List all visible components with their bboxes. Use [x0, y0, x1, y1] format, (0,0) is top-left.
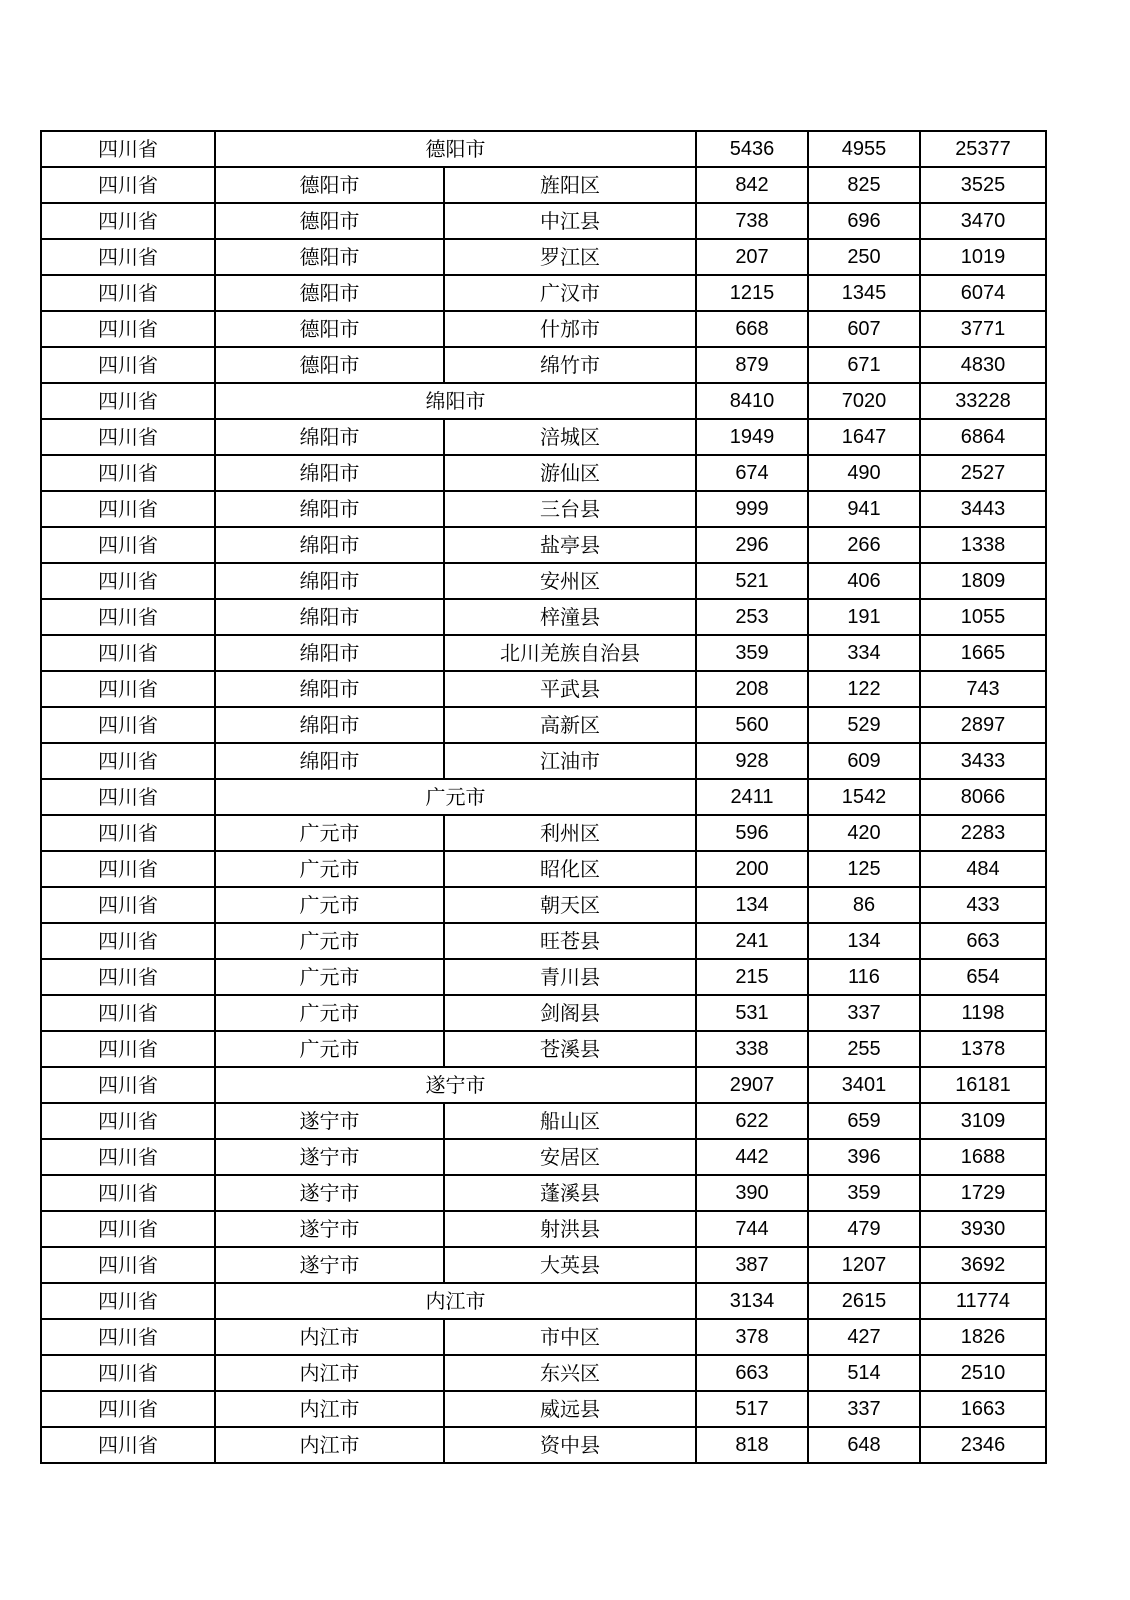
value-cell-2: 337 — [808, 995, 920, 1031]
city-cell: 绵阳市 — [215, 527, 444, 563]
value-cell-2: 125 — [808, 851, 920, 887]
province-cell: 四川省 — [41, 887, 215, 923]
value-cell-1: 2907 — [696, 1067, 808, 1103]
value-cell-2: 941 — [808, 491, 920, 527]
province-cell: 四川省 — [41, 347, 215, 383]
value-cell-1: 596 — [696, 815, 808, 851]
value-cell-1: 359 — [696, 635, 808, 671]
county-row — [41, 563, 1046, 599]
city-summary-row — [41, 1067, 1046, 1103]
county-cell: 中江县 — [444, 203, 696, 239]
county-cell: 涪城区 — [444, 419, 696, 455]
value-cell-1: 879 — [696, 347, 808, 383]
county-cell: 旌阳区 — [444, 167, 696, 203]
value-cell-2: 648 — [808, 1427, 920, 1463]
county-cell: 平武县 — [444, 671, 696, 707]
province-cell: 四川省 — [41, 1211, 215, 1247]
value-cell-2: 529 — [808, 707, 920, 743]
city-cell: 绵阳市 — [215, 563, 444, 599]
city-cell: 广元市 — [215, 1031, 444, 1067]
value-cell-2: 396 — [808, 1139, 920, 1175]
city-cell: 内江市 — [215, 1355, 444, 1391]
province-cell: 四川省 — [41, 707, 215, 743]
city-cell: 绵阳市 — [215, 599, 444, 635]
value-cell-2: 696 — [808, 203, 920, 239]
county-row — [41, 1103, 1046, 1139]
county-row — [41, 1319, 1046, 1355]
county-row — [41, 923, 1046, 959]
county-cell: 东兴区 — [444, 1355, 696, 1391]
county-row — [41, 887, 1046, 923]
city-cell: 内江市 — [215, 1391, 444, 1427]
value-cell-3: 16181 — [920, 1067, 1046, 1103]
city-cell: 遂宁市 — [215, 1103, 444, 1139]
city-cell: 德阳市 — [215, 311, 444, 347]
city-cell: 广元市 — [215, 923, 444, 959]
value-cell-3: 1688 — [920, 1139, 1046, 1175]
city-cell: 广元市 — [215, 851, 444, 887]
county-row — [41, 671, 1046, 707]
province-cell: 四川省 — [41, 1031, 215, 1067]
province-cell: 四川省 — [41, 851, 215, 887]
city-cell: 遂宁市 — [215, 1139, 444, 1175]
value-cell-1: 207 — [696, 239, 808, 275]
county-row — [41, 455, 1046, 491]
value-cell-1: 521 — [696, 563, 808, 599]
city-cell: 绵阳市 — [215, 419, 444, 455]
value-cell-3: 6864 — [920, 419, 1046, 455]
county-cell: 绵竹市 — [444, 347, 696, 383]
value-cell-3: 25377 — [920, 131, 1046, 167]
province-cell: 四川省 — [41, 131, 215, 167]
value-cell-2: 4955 — [808, 131, 920, 167]
county-row — [41, 815, 1046, 851]
county-row — [41, 167, 1046, 203]
county-cell: 船山区 — [444, 1103, 696, 1139]
city-summary-row — [41, 383, 1046, 419]
value-cell-3: 2346 — [920, 1427, 1046, 1463]
county-cell: 什邡市 — [444, 311, 696, 347]
value-cell-1: 134 — [696, 887, 808, 923]
value-cell-2: 116 — [808, 959, 920, 995]
value-cell-1: 387 — [696, 1247, 808, 1283]
county-row — [41, 1247, 1046, 1283]
value-cell-3: 1809 — [920, 563, 1046, 599]
value-cell-3: 1055 — [920, 599, 1046, 635]
value-cell-3: 1729 — [920, 1175, 1046, 1211]
county-row — [41, 851, 1046, 887]
county-row — [41, 1139, 1046, 1175]
county-cell: 高新区 — [444, 707, 696, 743]
statistics-table — [40, 130, 1047, 1464]
value-cell-2: 266 — [808, 527, 920, 563]
county-row — [41, 959, 1046, 995]
county-row — [41, 1031, 1046, 1067]
value-cell-3: 3443 — [920, 491, 1046, 527]
value-cell-3: 654 — [920, 959, 1046, 995]
value-cell-3: 3525 — [920, 167, 1046, 203]
value-cell-3: 1826 — [920, 1319, 1046, 1355]
value-cell-2: 122 — [808, 671, 920, 707]
city-cell: 绵阳市 — [215, 491, 444, 527]
value-cell-2: 250 — [808, 239, 920, 275]
value-cell-3: 3433 — [920, 743, 1046, 779]
city-cell: 广元市 — [215, 815, 444, 851]
value-cell-3: 484 — [920, 851, 1046, 887]
province-cell: 四川省 — [41, 1247, 215, 1283]
value-cell-3: 4830 — [920, 347, 1046, 383]
value-cell-1: 5436 — [696, 131, 808, 167]
province-cell: 四川省 — [41, 995, 215, 1031]
province-cell: 四川省 — [41, 167, 215, 203]
value-cell-1: 818 — [696, 1427, 808, 1463]
city-cell: 广元市 — [215, 959, 444, 995]
city-cell: 遂宁市 — [215, 1211, 444, 1247]
city-summary-row — [41, 131, 1046, 167]
value-cell-3: 3692 — [920, 1247, 1046, 1283]
value-cell-2: 1647 — [808, 419, 920, 455]
city-cell: 内江市 — [215, 1319, 444, 1355]
value-cell-3: 2510 — [920, 1355, 1046, 1391]
value-cell-1: 390 — [696, 1175, 808, 1211]
value-cell-1: 208 — [696, 671, 808, 707]
province-cell: 四川省 — [41, 923, 215, 959]
county-cell: 游仙区 — [444, 455, 696, 491]
table-body — [41, 131, 1046, 1463]
province-cell: 四川省 — [41, 959, 215, 995]
value-cell-2: 1345 — [808, 275, 920, 311]
value-cell-2: 7020 — [808, 383, 920, 419]
city-cell: 绵阳市 — [215, 707, 444, 743]
value-cell-2: 3401 — [808, 1067, 920, 1103]
value-cell-1: 738 — [696, 203, 808, 239]
county-cell: 北川羌族自治县 — [444, 635, 696, 671]
county-cell: 射洪县 — [444, 1211, 696, 1247]
city-cell: 德阳市 — [215, 239, 444, 275]
value-cell-2: 191 — [808, 599, 920, 635]
province-cell: 四川省 — [41, 1175, 215, 1211]
value-cell-1: 8410 — [696, 383, 808, 419]
province-cell: 四川省 — [41, 1427, 215, 1463]
county-row — [41, 707, 1046, 743]
value-cell-2: 514 — [808, 1355, 920, 1391]
province-cell: 四川省 — [41, 239, 215, 275]
value-cell-3: 8066 — [920, 779, 1046, 815]
value-cell-1: 253 — [696, 599, 808, 635]
province-cell: 四川省 — [41, 779, 215, 815]
city-cell: 绵阳市 — [215, 743, 444, 779]
value-cell-2: 255 — [808, 1031, 920, 1067]
county-cell: 市中区 — [444, 1319, 696, 1355]
value-cell-3: 3109 — [920, 1103, 1046, 1139]
value-cell-2: 825 — [808, 167, 920, 203]
county-cell: 旺苍县 — [444, 923, 696, 959]
county-row — [41, 743, 1046, 779]
county-row — [41, 1355, 1046, 1391]
county-row — [41, 203, 1046, 239]
value-cell-1: 622 — [696, 1103, 808, 1139]
county-cell: 梓潼县 — [444, 599, 696, 635]
province-cell: 四川省 — [41, 455, 215, 491]
value-cell-3: 1378 — [920, 1031, 1046, 1067]
county-row — [41, 599, 1046, 635]
value-cell-1: 215 — [696, 959, 808, 995]
county-cell: 资中县 — [444, 1427, 696, 1463]
city-cell: 德阳市 — [215, 275, 444, 311]
value-cell-1: 668 — [696, 311, 808, 347]
city-total-cell: 绵阳市 — [215, 383, 696, 419]
value-cell-3: 2283 — [920, 815, 1046, 851]
value-cell-2: 609 — [808, 743, 920, 779]
province-cell: 四川省 — [41, 1319, 215, 1355]
province-cell: 四川省 — [41, 635, 215, 671]
value-cell-2: 86 — [808, 887, 920, 923]
value-cell-1: 241 — [696, 923, 808, 959]
county-cell: 昭化区 — [444, 851, 696, 887]
county-row — [41, 491, 1046, 527]
value-cell-3: 743 — [920, 671, 1046, 707]
province-cell: 四川省 — [41, 419, 215, 455]
city-cell: 绵阳市 — [215, 671, 444, 707]
city-cell: 德阳市 — [215, 203, 444, 239]
city-summary-row — [41, 1283, 1046, 1319]
city-cell: 德阳市 — [215, 167, 444, 203]
city-cell: 广元市 — [215, 887, 444, 923]
province-cell: 四川省 — [41, 743, 215, 779]
value-cell-2: 420 — [808, 815, 920, 851]
value-cell-1: 1215 — [696, 275, 808, 311]
value-cell-1: 2411 — [696, 779, 808, 815]
province-cell: 四川省 — [41, 1355, 215, 1391]
value-cell-3: 1663 — [920, 1391, 1046, 1427]
city-cell: 绵阳市 — [215, 455, 444, 491]
province-cell: 四川省 — [41, 1283, 215, 1319]
value-cell-2: 607 — [808, 311, 920, 347]
value-cell-3: 1019 — [920, 239, 1046, 275]
value-cell-1: 663 — [696, 1355, 808, 1391]
county-row — [41, 275, 1046, 311]
county-cell: 江油市 — [444, 743, 696, 779]
province-cell: 四川省 — [41, 1139, 215, 1175]
value-cell-2: 671 — [808, 347, 920, 383]
county-row — [41, 1175, 1046, 1211]
province-cell: 四川省 — [41, 563, 215, 599]
value-cell-2: 134 — [808, 923, 920, 959]
value-cell-1: 842 — [696, 167, 808, 203]
value-cell-3: 33228 — [920, 383, 1046, 419]
value-cell-2: 2615 — [808, 1283, 920, 1319]
county-row — [41, 995, 1046, 1031]
city-cell: 内江市 — [215, 1427, 444, 1463]
value-cell-3: 2527 — [920, 455, 1046, 491]
value-cell-1: 560 — [696, 707, 808, 743]
value-cell-1: 378 — [696, 1319, 808, 1355]
city-cell: 广元市 — [215, 995, 444, 1031]
county-cell: 盐亭县 — [444, 527, 696, 563]
value-cell-2: 334 — [808, 635, 920, 671]
value-cell-3: 3771 — [920, 311, 1046, 347]
county-cell: 威远县 — [444, 1391, 696, 1427]
value-cell-2: 659 — [808, 1103, 920, 1139]
county-row — [41, 239, 1046, 275]
value-cell-3: 663 — [920, 923, 1046, 959]
city-cell: 绵阳市 — [215, 635, 444, 671]
value-cell-2: 490 — [808, 455, 920, 491]
value-cell-3: 2897 — [920, 707, 1046, 743]
county-cell: 大英县 — [444, 1247, 696, 1283]
value-cell-3: 1198 — [920, 995, 1046, 1031]
value-cell-3: 11774 — [920, 1283, 1046, 1319]
county-cell: 三台县 — [444, 491, 696, 527]
value-cell-3: 1338 — [920, 527, 1046, 563]
province-cell: 四川省 — [41, 311, 215, 347]
county-row — [41, 1211, 1046, 1247]
value-cell-2: 337 — [808, 1391, 920, 1427]
county-cell: 朝天区 — [444, 887, 696, 923]
county-row — [41, 527, 1046, 563]
value-cell-1: 674 — [696, 455, 808, 491]
value-cell-3: 6074 — [920, 275, 1046, 311]
city-cell: 遂宁市 — [215, 1175, 444, 1211]
value-cell-2: 1207 — [808, 1247, 920, 1283]
county-cell: 青川县 — [444, 959, 696, 995]
value-cell-2: 406 — [808, 563, 920, 599]
value-cell-2: 427 — [808, 1319, 920, 1355]
city-cell: 德阳市 — [215, 347, 444, 383]
value-cell-1: 442 — [696, 1139, 808, 1175]
city-cell: 遂宁市 — [215, 1247, 444, 1283]
value-cell-1: 200 — [696, 851, 808, 887]
city-total-cell: 遂宁市 — [215, 1067, 696, 1103]
province-cell: 四川省 — [41, 203, 215, 239]
value-cell-1: 531 — [696, 995, 808, 1031]
value-cell-2: 359 — [808, 1175, 920, 1211]
province-cell: 四川省 — [41, 815, 215, 851]
value-cell-1: 517 — [696, 1391, 808, 1427]
value-cell-1: 296 — [696, 527, 808, 563]
county-cell: 苍溪县 — [444, 1031, 696, 1067]
province-cell: 四川省 — [41, 1103, 215, 1139]
province-cell: 四川省 — [41, 671, 215, 707]
county-cell: 罗江区 — [444, 239, 696, 275]
value-cell-3: 3470 — [920, 203, 1046, 239]
province-cell: 四川省 — [41, 275, 215, 311]
value-cell-3: 1665 — [920, 635, 1046, 671]
county-row — [41, 347, 1046, 383]
value-cell-2: 1542 — [808, 779, 920, 815]
county-row — [41, 635, 1046, 671]
county-row — [41, 1391, 1046, 1427]
province-cell: 四川省 — [41, 491, 215, 527]
county-cell: 蓬溪县 — [444, 1175, 696, 1211]
county-cell: 广汉市 — [444, 275, 696, 311]
county-row — [41, 1427, 1046, 1463]
value-cell-1: 338 — [696, 1031, 808, 1067]
county-cell: 剑阁县 — [444, 995, 696, 1031]
province-cell: 四川省 — [41, 383, 215, 419]
province-cell: 四川省 — [41, 599, 215, 635]
value-cell-3: 3930 — [920, 1211, 1046, 1247]
value-cell-2: 479 — [808, 1211, 920, 1247]
county-cell: 安居区 — [444, 1139, 696, 1175]
province-cell: 四川省 — [41, 527, 215, 563]
county-row — [41, 419, 1046, 455]
province-cell: 四川省 — [41, 1067, 215, 1103]
value-cell-1: 1949 — [696, 419, 808, 455]
value-cell-3: 433 — [920, 887, 1046, 923]
value-cell-1: 999 — [696, 491, 808, 527]
county-row — [41, 311, 1046, 347]
province-cell: 四川省 — [41, 1391, 215, 1427]
county-cell: 利州区 — [444, 815, 696, 851]
city-summary-row — [41, 779, 1046, 815]
value-cell-1: 928 — [696, 743, 808, 779]
city-total-cell: 德阳市 — [215, 131, 696, 167]
city-total-cell: 内江市 — [215, 1283, 696, 1319]
city-total-cell: 广元市 — [215, 779, 696, 815]
value-cell-1: 3134 — [696, 1283, 808, 1319]
value-cell-1: 744 — [696, 1211, 808, 1247]
county-cell: 安州区 — [444, 563, 696, 599]
